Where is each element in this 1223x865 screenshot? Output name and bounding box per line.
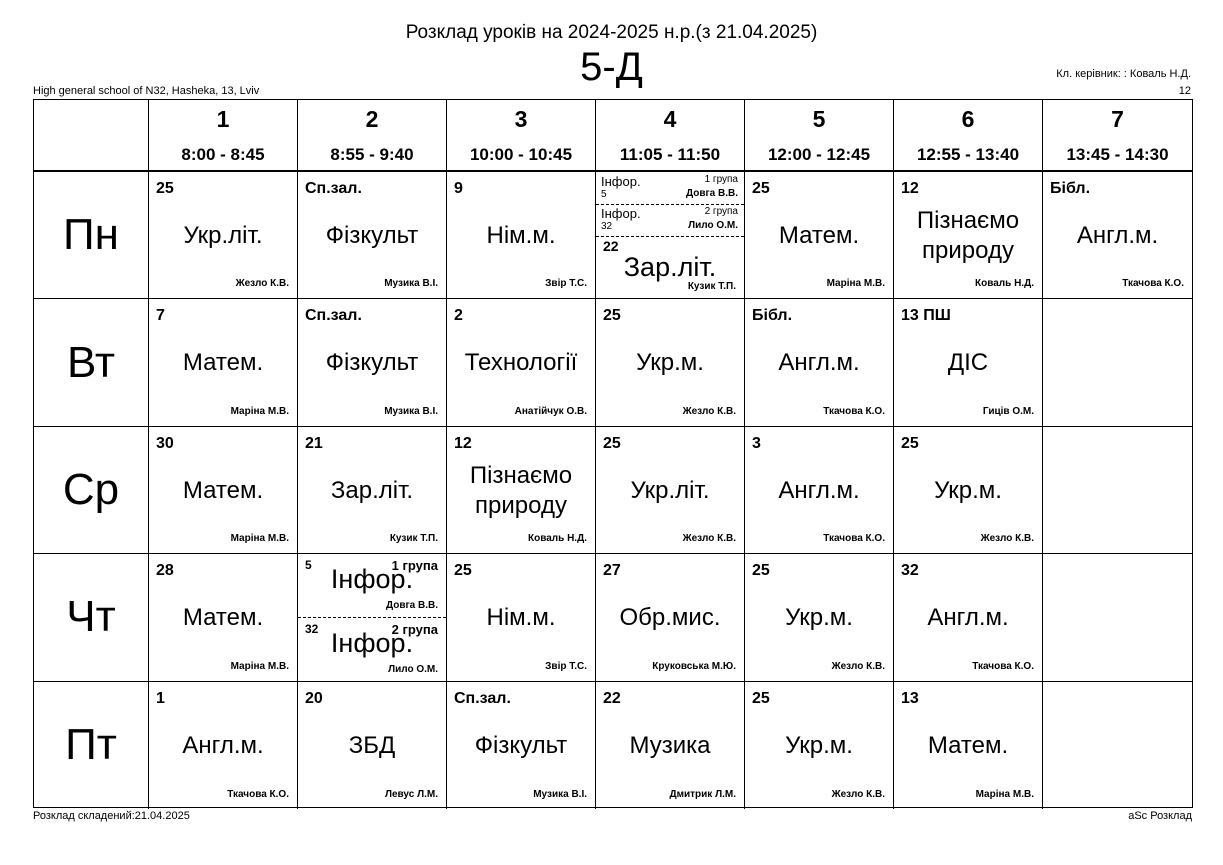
lesson-cell bbox=[894, 299, 1043, 426]
period-number: 2 bbox=[365, 106, 379, 132]
lesson-subject: Пізнаємо природу bbox=[916, 207, 1020, 264]
lesson-subject: Матем. bbox=[182, 349, 264, 377]
day-name: Чт bbox=[66, 592, 116, 642]
period-time: 8:00 - 8:45 bbox=[181, 145, 265, 164]
lesson-teacher: Дмитрик Л.М. bbox=[669, 788, 736, 800]
lesson-cell bbox=[745, 172, 894, 299]
lesson-teacher: Коваль Н.Д. bbox=[975, 278, 1034, 290]
day-name: Вт bbox=[66, 337, 116, 387]
lesson-teacher: Маріна М.В. bbox=[975, 788, 1034, 800]
period-header bbox=[894, 100, 1043, 172]
footer-created-date: Розклад складений:21.04.2025 bbox=[33, 810, 190, 822]
lesson-room: Сп.зал. bbox=[305, 307, 362, 325]
lesson-teacher: Ткачова К.О. bbox=[823, 405, 885, 417]
lesson-room: 7 bbox=[156, 307, 165, 325]
lesson-room: Сп.зал. bbox=[305, 180, 362, 197]
lesson-subject: ДІС bbox=[947, 349, 989, 377]
lesson-subject: Укр.літ. bbox=[183, 222, 263, 249]
lesson-cell bbox=[149, 427, 298, 554]
lesson-cell bbox=[894, 172, 1043, 299]
lesson-room: Сп.зал. bbox=[454, 689, 511, 707]
lesson-subject: ЗБД bbox=[348, 731, 396, 759]
lesson-cell bbox=[894, 427, 1043, 554]
period-number: 5 bbox=[812, 106, 826, 132]
lesson-teacher: Жезло К.В. bbox=[682, 533, 736, 545]
lesson-cell bbox=[1043, 172, 1192, 299]
period-time: 8:55 - 9:40 bbox=[330, 145, 414, 164]
lesson-cell bbox=[894, 682, 1043, 809]
lesson-room: 12 bbox=[454, 434, 472, 452]
group-lesson bbox=[298, 618, 446, 681]
period-header bbox=[745, 100, 894, 172]
lesson-group: 1 група bbox=[704, 174, 738, 185]
lesson-room: 32 bbox=[601, 221, 613, 232]
lesson-subject: Матем. bbox=[778, 222, 860, 249]
lesson-room: 1 bbox=[156, 689, 165, 707]
lesson-subject: Англ.м. bbox=[927, 604, 1009, 632]
lesson-subject: Фізкульт bbox=[325, 222, 419, 249]
lesson-teacher: Коваль Н.Д. bbox=[528, 533, 587, 545]
lesson-teacher: Ткачова К.О. bbox=[227, 788, 289, 800]
lesson-room: 13 bbox=[901, 689, 919, 707]
class-teacher: Кл. керівник: : Коваль Н.Д. bbox=[1056, 68, 1191, 80]
period-number: 1 bbox=[216, 106, 230, 132]
period-header bbox=[149, 100, 298, 172]
lesson-subject: Інфор. bbox=[601, 206, 641, 221]
lesson-cell bbox=[447, 299, 596, 426]
day-label bbox=[34, 427, 149, 554]
lesson-subject: Інфор. bbox=[330, 564, 414, 595]
lesson-subject: Англ.м. bbox=[1076, 222, 1159, 249]
lesson-subject: Зар.літ. bbox=[330, 476, 414, 504]
period-number: 6 bbox=[961, 106, 975, 132]
lesson-teacher: Жезло К.В. bbox=[682, 405, 736, 417]
empty-cell bbox=[1043, 554, 1192, 681]
lesson-subject: Технології bbox=[464, 349, 578, 377]
lesson-subject: Англ.м. bbox=[778, 349, 860, 377]
page-title: Розклад уроків на 2024-2025 н.р.(з 21.04.2025) bbox=[405, 22, 818, 43]
lesson-room: 27 bbox=[603, 562, 621, 580]
day-label bbox=[34, 172, 149, 299]
footer-software: aSc Розклад bbox=[1128, 810, 1192, 822]
lesson-cell bbox=[149, 299, 298, 426]
lesson-subject: Обр.мис. bbox=[619, 604, 721, 632]
lesson-teacher: Звір Т.С. bbox=[545, 660, 587, 672]
lesson-group: 2 група bbox=[704, 206, 738, 217]
lesson-room: 5 bbox=[601, 189, 607, 200]
lesson-room: 12 bbox=[901, 180, 919, 197]
lesson-teacher: Маріна М.В. bbox=[230, 533, 289, 545]
lesson-room: 22 bbox=[603, 238, 619, 254]
lesson-teacher: Музика В.І. bbox=[384, 405, 438, 417]
period-time: 13:45 - 14:30 bbox=[1066, 145, 1169, 164]
period-number: 4 bbox=[663, 106, 677, 132]
lesson-room: 25 bbox=[752, 689, 770, 707]
lesson-teacher: Левус Л.М. bbox=[384, 788, 438, 800]
lesson-cell bbox=[447, 554, 596, 681]
lesson-group: 1 група bbox=[391, 558, 438, 574]
lesson-teacher: Гиців О.М. bbox=[982, 405, 1034, 417]
lesson-subject: Інфор. bbox=[330, 628, 414, 659]
lesson-teacher: Жезло К.В. bbox=[831, 660, 885, 672]
period-header bbox=[447, 100, 596, 172]
period-time: 11:05 - 11:50 bbox=[619, 145, 721, 164]
lesson-subject: Укр.м. bbox=[636, 349, 704, 377]
lesson-subject: Матем. bbox=[182, 604, 264, 632]
lesson-room: 25 bbox=[603, 434, 621, 452]
lesson-room: Бібл. bbox=[752, 307, 793, 325]
lesson-room: 25 bbox=[603, 307, 621, 325]
lesson-subject: Укр.м. bbox=[785, 604, 853, 632]
group-lesson bbox=[596, 204, 744, 237]
day-name: Пн bbox=[63, 210, 119, 260]
lesson-room: 20 bbox=[305, 689, 323, 707]
lesson-room: 25 bbox=[156, 180, 174, 197]
lesson-room: 30 bbox=[156, 434, 174, 452]
lesson-cell bbox=[447, 172, 596, 299]
lesson-room: 2 bbox=[454, 307, 463, 325]
period-number: 3 bbox=[514, 106, 528, 132]
lesson-room: 25 bbox=[752, 562, 770, 580]
lesson-cell bbox=[596, 299, 745, 426]
lesson-cell bbox=[745, 299, 894, 426]
timetable-grid bbox=[33, 99, 1193, 808]
lesson-subject: Укр.м. bbox=[785, 731, 853, 759]
lesson-room: 3 bbox=[752, 434, 761, 452]
empty-cell bbox=[1043, 427, 1192, 554]
lesson-subject: Фізкульт bbox=[474, 731, 568, 759]
lesson-subject: Англ.м. bbox=[182, 731, 264, 759]
lesson-cell bbox=[298, 682, 447, 809]
lesson-cell-split bbox=[298, 554, 447, 681]
period-time: 12:55 - 13:40 bbox=[916, 145, 1020, 164]
lesson-subject: Нім.м. bbox=[486, 222, 556, 249]
lesson-teacher: Музика В.І. bbox=[384, 278, 438, 290]
day-name: Пт bbox=[65, 720, 117, 770]
day-label bbox=[34, 682, 149, 809]
lesson-room: 32 bbox=[901, 562, 919, 580]
lesson-subject: Матем. bbox=[927, 731, 1009, 759]
school-name: High general school of N32, Hasheka, 13, Lviv bbox=[33, 85, 260, 97]
lesson-cell-multi bbox=[596, 172, 745, 299]
lesson-cell bbox=[298, 427, 447, 554]
period-number: 7 bbox=[1111, 106, 1124, 132]
lesson-cell bbox=[894, 554, 1043, 681]
lesson-teacher: Жезло К.В. bbox=[980, 533, 1034, 545]
lesson-room: 5 bbox=[305, 558, 312, 573]
lesson-room: 13 ПШ bbox=[901, 307, 951, 325]
lesson-teacher: Кузик Т.П. bbox=[687, 281, 736, 293]
group-lesson bbox=[298, 554, 446, 618]
lesson-teacher: Довга В.В. bbox=[685, 188, 738, 199]
lesson-room: Бібл. bbox=[1050, 180, 1091, 197]
lesson-subject: Укр.літ. bbox=[630, 476, 710, 504]
lesson-room: 28 bbox=[156, 562, 174, 580]
lesson-teacher: Довга В.В. bbox=[385, 600, 438, 612]
lesson-subject: Інфор. bbox=[601, 174, 641, 189]
lesson-teacher: Жезло К.В. bbox=[831, 788, 885, 800]
lesson-cell bbox=[447, 682, 596, 809]
period-header bbox=[596, 100, 745, 172]
lesson-subject: Пізнаємо природу bbox=[469, 461, 573, 519]
lesson-teacher: Кузик Т.П. bbox=[389, 533, 438, 545]
lesson-teacher: Маріна М.В. bbox=[230, 405, 289, 417]
corner-cell bbox=[34, 100, 149, 172]
lesson-teacher: Маріна М.В. bbox=[230, 660, 289, 672]
lesson-cell bbox=[596, 427, 745, 554]
group-lesson bbox=[596, 172, 744, 205]
lesson-teacher: Лило О.М. bbox=[688, 220, 738, 231]
lesson-subject: Укр.м. bbox=[934, 476, 1002, 504]
lesson-teacher: Ткачова К.О. bbox=[823, 533, 885, 545]
day-label bbox=[34, 299, 149, 426]
lesson-teacher: Анатійчук О.В. bbox=[514, 405, 587, 417]
lesson-cell bbox=[596, 554, 745, 681]
lesson-cell bbox=[298, 172, 447, 299]
period-header bbox=[1043, 100, 1192, 172]
lesson-room: 25 bbox=[752, 180, 770, 197]
lesson-teacher: Круковська М.Ю. bbox=[652, 660, 736, 672]
empty-cell bbox=[1043, 299, 1192, 426]
lesson-teacher: Музика В.І. bbox=[533, 788, 587, 800]
lesson-teacher: Лило О.М. bbox=[388, 664, 438, 676]
empty-cell bbox=[1043, 682, 1192, 809]
lesson-teacher: Маріна М.В. bbox=[826, 278, 885, 290]
lesson-subject: Музика bbox=[629, 731, 711, 759]
lesson-teacher: Звір Т.С. bbox=[545, 278, 587, 290]
lesson-cell bbox=[596, 682, 745, 809]
lesson-cell bbox=[149, 682, 298, 809]
lesson-cell bbox=[447, 427, 596, 554]
period-time: 12:00 - 12:45 bbox=[767, 145, 871, 164]
lesson-cell bbox=[149, 172, 298, 299]
lesson-cell bbox=[745, 554, 894, 681]
lesson-subject: Фізкульт bbox=[325, 349, 419, 377]
lesson-subject: Зар.літ. bbox=[623, 252, 717, 282]
period-header bbox=[298, 100, 447, 172]
lesson-cell bbox=[745, 682, 894, 809]
lesson-cell bbox=[745, 427, 894, 554]
page-number: 12 bbox=[1178, 85, 1191, 97]
lesson-room: 9 bbox=[454, 180, 463, 197]
lesson-cell bbox=[298, 299, 447, 426]
lesson-subject: Англ.м. bbox=[778, 476, 860, 504]
lesson-room: 22 bbox=[603, 689, 621, 707]
lesson-room: 25 bbox=[454, 562, 472, 580]
day-name: Ср bbox=[62, 464, 120, 514]
lesson-subject: Нім.м. bbox=[486, 604, 556, 632]
lesson-teacher: Ткачова К.О. bbox=[1122, 278, 1184, 290]
lesson-room: 25 bbox=[901, 434, 919, 452]
lesson-cell bbox=[149, 554, 298, 681]
lesson-subject: Матем. bbox=[182, 476, 264, 504]
lesson-teacher: Жезло К.В. bbox=[235, 278, 289, 290]
day-label bbox=[34, 554, 149, 681]
period-time: 10:00 - 10:45 bbox=[469, 145, 573, 164]
class-name: 5-Д bbox=[580, 45, 643, 89]
lesson-group: 2 група bbox=[391, 622, 438, 638]
lesson-teacher: Ткачова К.О. bbox=[972, 660, 1034, 672]
lesson-room: 32 bbox=[305, 622, 319, 637]
lesson-room: 21 bbox=[305, 434, 323, 452]
